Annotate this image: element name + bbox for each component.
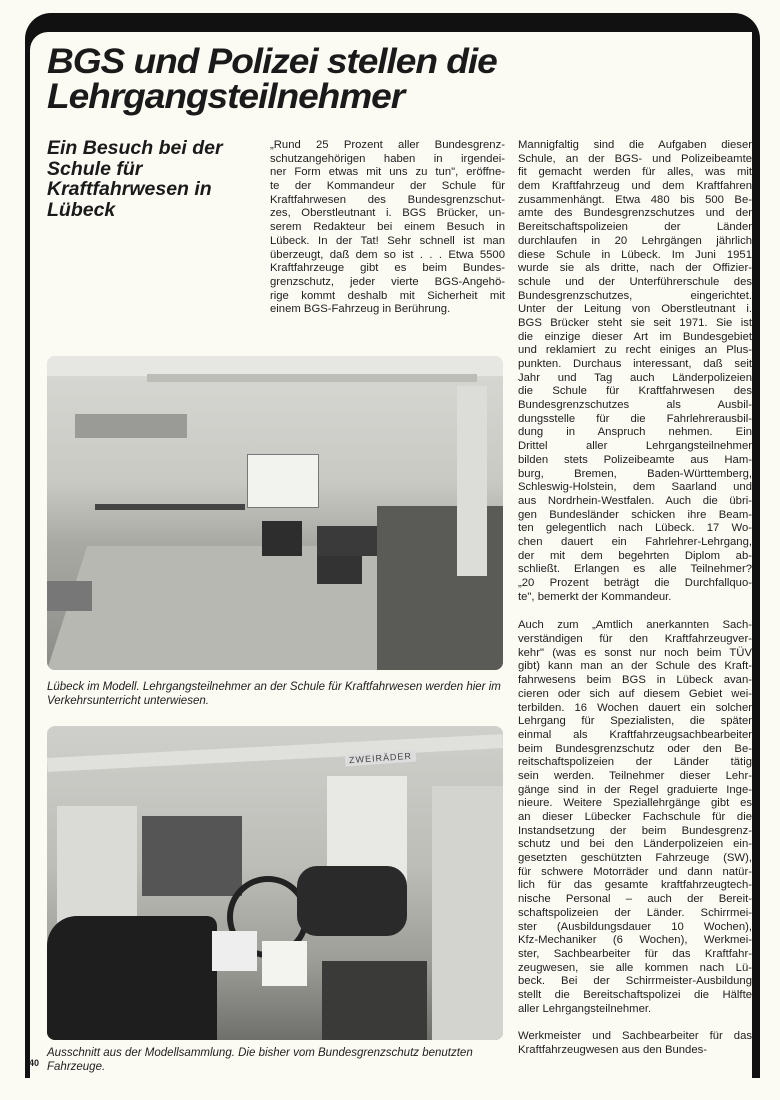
text-line: Schule, an der BGS- und Polizeibeamte [518, 152, 752, 165]
text-line: Schleswig-Holstein, dem Saarland und [518, 481, 752, 494]
text-line: schutzangehörigen haben in irgendei- [270, 152, 505, 165]
text-line: ster, Sachbearbeiter für das Kraftfahr- [518, 947, 752, 960]
text-line: dungsstelle für die Fahrlehrerausbil- [518, 412, 752, 425]
text-line: die einzige dieser Art im Bundesgebiet [518, 330, 752, 343]
text-line: bilden stets Polizeibeamte aus Ham- [518, 453, 752, 466]
photo-model-city [47, 356, 503, 670]
text-line: verständigen für den Kraftfahrzeugver- [518, 633, 752, 646]
text-line: Lehrgang für Spezialisten, die später [518, 715, 752, 728]
article-title [47, 44, 497, 114]
text-line: an dieser Lübecker Fachschule für die [518, 811, 752, 823]
text-line: ner Form etwas mit uns zu tun", eröffne- [270, 166, 505, 179]
paragraph [518, 1030, 752, 1057]
text-line: diese Schule in Lübeck. Im Juni 1951 [518, 248, 752, 261]
text-line: kehr" (was es sonst nur noch beim TÜV [518, 646, 752, 659]
text-line: lich für das gesamte kraftfahrzeugtech- [518, 879, 752, 892]
text-line: der mit dem begehrten Diplom ab- [518, 549, 752, 562]
photo-sign-text: ZWEIRÄDER [345, 750, 417, 767]
text-line: fahrwesens beim BGS in Lübeck avan- [518, 674, 752, 687]
text-line: burg, Bremen, Baden-Württemberg, [518, 467, 752, 480]
text-line: Instandsetzung der beim Bundesgrenz- [518, 824, 752, 837]
text-line: ster (Ausbildungsdauer 10 Wochen), [518, 920, 752, 933]
text-line: gänge sind in der Regel graduierte Inge- [518, 783, 752, 796]
paragraph [518, 619, 752, 1016]
text-line: schutz und bei den Länderpolizeien ein- [518, 838, 752, 851]
text-line: die Schule für Kraftfahrwesen des [518, 385, 752, 398]
text-line: aller Lehrgangsteilnehmer. [518, 1002, 652, 1015]
text-line: und reklamiert zu recht einiges an Plus- [518, 344, 752, 357]
text-column-2 [270, 139, 505, 331]
text-line: te der Kommandeur der Schule für [270, 180, 505, 193]
text-line: einem BGS-Fahrzeug in Berührung. [270, 303, 451, 316]
text-line: beim Bundesgrenzschutz oder den Be- [518, 742, 752, 755]
text-line: terbilden. 16 Wochen dauert ein solcher [518, 701, 752, 714]
text-line: gen Bundesländer schicken ihre Beam- [518, 508, 752, 521]
text-line: Bereitschaftspolizeien der Länder [518, 221, 752, 234]
text-line: ten gelegentlich nach Lübeck. 17 Wo- [518, 522, 752, 535]
text-line: Bundesgrenzschutzes als Ausbil- [518, 399, 752, 412]
text-line: Lübeck. In der Tat! Sehr schnell ist man [270, 234, 505, 247]
text-line: Unter der Leitung von Oberstleutnant i. [518, 303, 752, 316]
text-line: sein werden. Teilnehmer dieser Lehr- [518, 769, 752, 782]
text-line: amte des Bundesgrenzschutzes und der [518, 207, 752, 220]
text-line: Werkmeister und Sachbearbeiter für das [518, 1030, 752, 1042]
photo-vehicle-collection [47, 726, 503, 1040]
text-line: beck. Bei der Schirrmeister-Ausbildung [518, 975, 752, 988]
text-line: schule und der Unterführerschule des [518, 275, 752, 288]
text-line: BGS Brücker steht sie seit 1971. Sie ist [518, 316, 752, 329]
text-line: zusammenhängt. Etwa 480 bis 500 Be- [518, 193, 752, 206]
text-line: schließt. Erlangen es alle Teilnehmer? [518, 563, 752, 576]
text-line: chen dauert ein Fahrlehrer-Lehrgang, [518, 535, 752, 548]
text-line: Kraftfahrzeuge gibt es beim Bundes- [270, 262, 505, 275]
text-line: nieure. Weitere Speziallehrgänge gibt es [518, 797, 752, 810]
text-line: cieren oder sich auf diesem Gebiet wei- [518, 687, 752, 700]
text-line: punkten. Durchaus interessant, daß seit [518, 358, 752, 370]
text-line: rige kommt deshalb mit Sicherheit mit [270, 289, 505, 302]
text-line: gibt) kann man an der Schule des Kraft- [518, 660, 752, 673]
text-line: Drittel aller Lehrgangsteilnehmer [518, 440, 752, 453]
text-line: dung in Anspruch nehmen. Ein [518, 426, 752, 439]
text-line: Kraftfahrwesen des Bundesgrenzschut- [270, 193, 505, 206]
text-line: einmal als Kraftfahrzeugsachbearbeiter [518, 728, 752, 741]
title-line-1: BGS und Polizei stellen die [47, 42, 497, 81]
text-line: Bundesgrenzschutzes, eingerichtet. [518, 289, 752, 302]
text-line: Jahr und Tag auch Länderpolizeien [518, 371, 752, 384]
page-number: 40 [29, 1058, 40, 1068]
text-line: wurde sie als dritte, nach der Offizier- [518, 262, 752, 275]
text-line: Kfz-Mechaniker (6 Wochen), Werkmei- [518, 934, 752, 947]
text-line: fit gemacht werden für alles, was mit [518, 166, 752, 179]
paragraph [518, 139, 752, 604]
text-line: aus Nordrhein-Westfalen. Auch die übri- [518, 494, 752, 507]
title-line-2: Lehrgangsteilnehmer [47, 77, 405, 116]
text-line: „20 Prozent beträgt die Durchfallquo- [518, 577, 752, 589]
text-column-3 [518, 139, 752, 1071]
text-line: Mannigfaltig sind die Aufgaben dieser [518, 139, 752, 151]
text-line: „Rund 25 Prozent aller Bundesgrenz- [270, 139, 505, 151]
text-line: zes, Oberstleutnant i. BGS Brücker, un- [270, 207, 505, 220]
text-line: dem Kraftfahrzeug und dem Kraftfahren [518, 180, 752, 193]
text-line: te", bemerkt der Kommandeur. [518, 590, 672, 603]
photo-caption-1: Lübeck im Modell. Lehrgangsteilnehmer an der Schule für Kraftfahrwesen werden hier im Verkehrsunterricht unterwiesen. [47, 681, 501, 707]
text-line: durchlaufen in 20 Lehrgängen jährlich [518, 234, 752, 247]
text-line: Kraftfahrzeugwesen aus den Bundes- [518, 1043, 708, 1056]
paragraph [270, 139, 505, 317]
text-line: grenzschutz, jeder vierte BGS-Angehö- [270, 275, 505, 288]
text-line: nische Personal – auch der Bereit- [518, 893, 752, 906]
article-subtitle: Ein Besuch bei der Schule für Kraftfahrwesen in Lübeck [47, 137, 223, 221]
text-line: für schwere Motorräder und dann natür- [518, 865, 752, 878]
text-line: schaftspolizeien der Länder. Schirrmei- [518, 906, 752, 919]
text-line: reitschaftspolizeien der Länder tätig [518, 756, 752, 769]
text-line: gesetzten geschützten Fahrzeuge (SW), [518, 852, 752, 865]
text-line: serem Redakteur bei einem Besuch in [270, 221, 505, 234]
text-line: Auch zum „Amtlich anerkannten Sach- [518, 619, 752, 632]
text-line: zeugwesen, sie alle kommen nach Lü- [518, 961, 752, 974]
text-line: überzeugt, daß dem so ist . . . Etwa 5500 [270, 248, 505, 261]
text-line: stellt die Bereitschaftspolizei die Hälfte [518, 988, 752, 1001]
photo-caption-2: Ausschnitt aus der Modellsammlung. Die bisher vom Bundesgrenzschutz benutzten Fahrzeuge. [47, 1047, 473, 1073]
